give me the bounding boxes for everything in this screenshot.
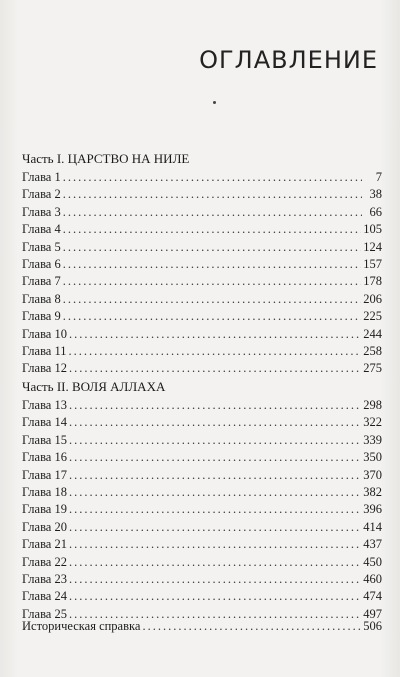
toc-entry [22, 186, 382, 203]
entry-label: Глава 21 [22, 537, 67, 552]
leader-dots [69, 397, 361, 414]
leader-dots [63, 186, 362, 203]
entry-label: Глава 20 [22, 519, 67, 534]
entry-label: Глава 10 [22, 326, 67, 341]
entry-label: Глава 17 [22, 467, 67, 482]
entry-label: Глава 2 [22, 187, 61, 202]
entry-page-number: 396 [363, 502, 382, 517]
decorative-dot [213, 101, 216, 104]
entry-page-number: 322 [363, 415, 382, 430]
toc-entry [22, 221, 382, 238]
toc-entry [22, 432, 382, 449]
leader-dots [63, 169, 362, 186]
entry-page-number: 298 [363, 398, 382, 412]
toc-entry [22, 256, 382, 273]
toc-entry-list [22, 397, 382, 623]
entry-page-number: 497 [363, 606, 382, 621]
leader-dots [69, 360, 361, 377]
entry-page-number: 225 [363, 309, 382, 324]
leader-dots [63, 204, 362, 221]
leader-dots [63, 239, 362, 256]
entry-label: Историческая справка [22, 619, 141, 633]
toc-part-2 [22, 378, 382, 623]
toc-entry [22, 554, 382, 571]
toc-entry [22, 449, 382, 466]
leader-dots [69, 536, 361, 553]
entry-label: Глава 13 [22, 398, 67, 412]
part-heading: Часть II. ВОЛЯ АЛЛАХА [22, 379, 166, 394]
entry-label: Глава 19 [22, 502, 67, 517]
entry-page-number: 178 [363, 274, 382, 289]
leader-dots [63, 273, 362, 290]
entry-label: Глава 16 [22, 450, 67, 465]
entry-page-number: 474 [363, 589, 382, 604]
toc-entry [22, 204, 382, 221]
entry-page-number: 157 [363, 256, 382, 271]
toc-entry [22, 360, 382, 377]
entry-label: Глава 7 [22, 274, 61, 289]
toc-afterword [22, 618, 382, 635]
toc-entry [22, 291, 382, 308]
entry-page-number: 350 [363, 450, 382, 465]
toc-entry-list [22, 169, 382, 378]
entry-label: Глава 15 [22, 432, 67, 447]
page-title: ОГЛАВЛЕНИЕ [199, 46, 378, 74]
leader-dots [63, 256, 362, 273]
toc-entry [22, 618, 382, 635]
entry-label: Глава 9 [22, 309, 61, 324]
toc-part-1 [22, 150, 382, 378]
leader-dots [69, 467, 361, 484]
entry-page-number: 382 [363, 484, 382, 499]
toc-entry [22, 397, 382, 414]
entry-page-number: 7 [375, 170, 382, 184]
entry-page-number: 450 [363, 554, 382, 569]
leader-dots [69, 501, 361, 518]
toc-entry [22, 467, 382, 484]
entry-label: Глава 22 [22, 554, 67, 569]
entry-label: Глава 1 [22, 170, 61, 184]
leader-dots [69, 449, 361, 466]
entry-page-number: 38 [369, 187, 382, 202]
leader-dots [69, 588, 361, 605]
leader-dots [69, 432, 361, 449]
entry-page-number: 414 [363, 519, 382, 534]
entry-label: Глава 12 [22, 361, 67, 376]
leader-dots [69, 414, 361, 431]
entry-label: Глава 18 [22, 484, 67, 499]
entry-page-number: 105 [363, 222, 382, 237]
entry-page-number: 206 [363, 291, 382, 306]
entry-page-number: 244 [363, 326, 382, 341]
leader-dots [69, 554, 361, 571]
toc-entry [22, 239, 382, 256]
entry-label: Глава 5 [22, 239, 61, 254]
leader-dots [63, 291, 362, 308]
part-heading: Часть I. ЦАРСТВО НА НИЛЕ [22, 151, 190, 166]
toc-entry [22, 169, 382, 186]
leader-dots [142, 618, 361, 635]
entry-label: Глава 25 [22, 606, 67, 621]
toc-entry [22, 588, 382, 605]
toc-entry [22, 308, 382, 325]
entry-label: Глава 23 [22, 571, 67, 586]
toc-entry [22, 273, 382, 290]
leader-dots [69, 484, 361, 501]
entry-page-number: 275 [363, 361, 382, 376]
entry-page-number: 506 [363, 619, 382, 633]
leader-dots [69, 519, 361, 536]
entry-label: Глава 6 [22, 256, 61, 271]
leader-dots [63, 308, 362, 325]
entry-page-number: 124 [363, 239, 382, 254]
leader-dots [69, 571, 361, 588]
entry-page-number: 460 [363, 571, 382, 586]
entry-page-number: 370 [363, 467, 382, 482]
entry-label: Глава 14 [22, 415, 67, 430]
entry-label: Глава 3 [22, 204, 61, 219]
toc-entry [22, 326, 382, 343]
entry-page-number: 258 [363, 343, 382, 358]
toc-entry [22, 343, 382, 360]
toc-entry [22, 501, 382, 518]
entry-label: Глава 11 [22, 343, 67, 358]
toc-entry [22, 519, 382, 536]
leader-dots [69, 343, 362, 360]
leader-dots [69, 326, 361, 343]
entry-page-number: 437 [363, 537, 382, 552]
entry-label: Глава 24 [22, 589, 67, 604]
toc-entry [22, 484, 382, 501]
entry-label: Глава 4 [22, 222, 61, 237]
toc-entry [22, 571, 382, 588]
leader-dots [63, 221, 362, 238]
toc-entry [22, 536, 382, 553]
toc-entry [22, 414, 382, 431]
entry-label: Глава 8 [22, 291, 61, 306]
entry-page-number: 339 [363, 432, 382, 447]
entry-page-number: 66 [369, 204, 382, 219]
